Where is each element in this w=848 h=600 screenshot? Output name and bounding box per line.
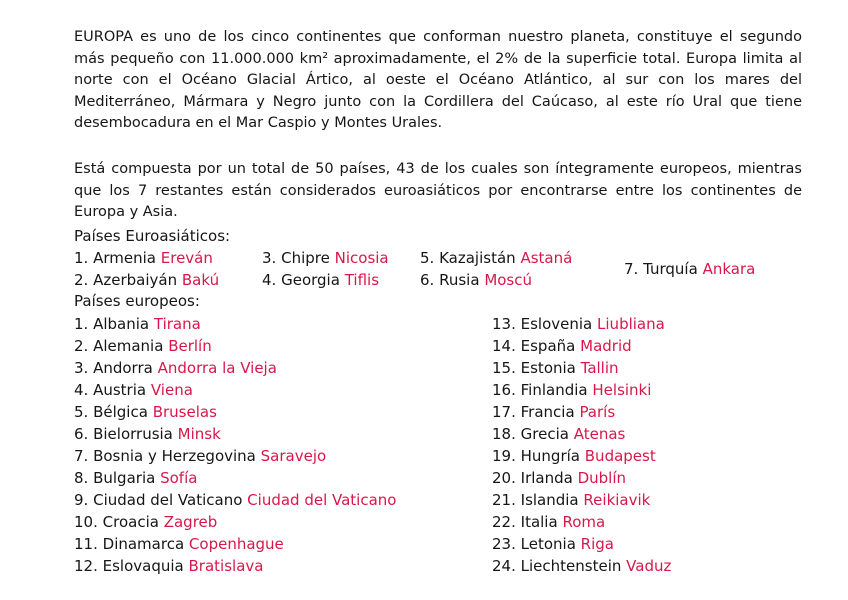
capital-name: Tiflis <box>344 271 380 289</box>
item-number: 21. <box>492 491 516 509</box>
european-item <box>492 381 651 399</box>
country-name: Hungría <box>520 447 580 465</box>
item-number: 1. <box>74 249 89 267</box>
capital-name: Astaná <box>520 249 573 267</box>
country-name: Bulgaria <box>93 469 156 487</box>
item-number: 24. <box>492 557 516 575</box>
european-item <box>74 403 217 421</box>
capital-name: Zagreb <box>163 513 218 531</box>
capital-name: Budapest <box>584 447 656 465</box>
european-item <box>74 315 201 333</box>
item-number: 9. <box>74 491 89 509</box>
capital-name: Liubliana <box>597 315 665 333</box>
capital-name: Bratislava <box>188 557 264 575</box>
item-number: 4. <box>262 271 277 289</box>
european-item <box>74 447 326 465</box>
country-name: Azerbaiyán <box>93 271 178 289</box>
item-number: 3. <box>74 359 89 377</box>
item-number: 11. <box>74 535 98 553</box>
eurasian-item <box>262 249 389 267</box>
eurasian-item <box>74 271 219 289</box>
country-name: Bélgica <box>93 403 148 421</box>
country-name: Dinamarca <box>102 535 185 553</box>
item-number: 18. <box>492 425 516 443</box>
country-name: Georgia <box>281 271 340 289</box>
european-item <box>492 447 656 465</box>
item-number: 10. <box>74 513 98 531</box>
capital-name: Copenhague <box>188 535 284 553</box>
capital-name: Moscú <box>484 271 533 289</box>
capital-name: Nicosia <box>334 249 389 267</box>
country-name: Irlanda <box>520 469 573 487</box>
item-number: 4. <box>74 381 89 399</box>
item-number: 19. <box>492 447 516 465</box>
capital-name: Madrid <box>580 337 632 355</box>
country-name: Turquía <box>643 260 698 278</box>
european-heading: Países europeos: <box>74 292 200 310</box>
item-number: 3. <box>262 249 277 267</box>
item-number: 23. <box>492 535 516 553</box>
european-item <box>74 557 263 575</box>
eurasian-item <box>420 271 532 289</box>
european-item <box>74 337 212 355</box>
item-number: 13. <box>492 315 516 333</box>
country-name: Austria <box>93 381 147 399</box>
capital-name: Viena <box>150 381 193 399</box>
country-name: España <box>520 337 576 355</box>
item-number: 5. <box>420 249 435 267</box>
item-number: 22. <box>492 513 516 531</box>
european-item <box>492 337 632 355</box>
european-item <box>74 359 277 377</box>
european-item <box>74 425 221 443</box>
country-name: Islandia <box>520 491 579 509</box>
country-name: Chipre <box>281 249 330 267</box>
item-number: 7. <box>624 260 639 278</box>
country-name: Liechtenstein <box>520 557 622 575</box>
capital-name: Helsinki <box>592 381 652 399</box>
european-item <box>492 513 605 531</box>
capital-name: Bruselas <box>152 403 217 421</box>
country-name: Estonia <box>520 359 576 377</box>
country-name: Francia <box>520 403 575 421</box>
country-name: Finlandia <box>520 381 588 399</box>
country-name: Kazajistán <box>439 249 516 267</box>
item-number: 6. <box>74 425 89 443</box>
eurasian-item <box>420 249 572 267</box>
capital-name: Sofía <box>160 469 198 487</box>
capital-name: Saravejo <box>260 447 327 465</box>
european-item <box>492 535 614 553</box>
item-number: 6. <box>420 271 435 289</box>
european-item <box>492 425 625 443</box>
item-number: 7. <box>74 447 89 465</box>
european-item <box>74 469 197 487</box>
item-number: 14. <box>492 337 516 355</box>
capital-name: Ankara <box>702 260 756 278</box>
european-item <box>74 491 396 509</box>
capital-name: Riga <box>580 535 614 553</box>
capital-name: Vaduz <box>626 557 672 575</box>
eurasian-item <box>262 271 379 289</box>
european-item <box>492 491 650 509</box>
item-number: 1. <box>74 315 89 333</box>
item-number: 12. <box>74 557 98 575</box>
european-item <box>492 315 665 333</box>
european-item <box>492 469 626 487</box>
country-name: Italia <box>520 513 558 531</box>
item-number: 8. <box>74 469 89 487</box>
european-item <box>74 513 217 531</box>
composition-paragraph: Está compuesta por un total de 50 países, 43 de los cuales son íntegramente europeos, mientras que los 7 restantes están considerados euroasiáticos por encontrarse entre los continentes de Europa y Asia. <box>74 161 802 221</box>
european-item <box>492 359 619 377</box>
country-name: Alemania <box>93 337 164 355</box>
eurasian-item <box>74 249 213 267</box>
country-name: Armenia <box>93 249 156 267</box>
country-name: Albania <box>93 315 150 333</box>
country-name: Ciudad del Vaticano <box>93 491 243 509</box>
capital-name: Dublín <box>577 469 627 487</box>
capital-name: Reikiavik <box>583 491 651 509</box>
capital-name: Atenas <box>573 425 626 443</box>
country-name: Letonia <box>520 535 576 553</box>
country-name: Eslovaquia <box>102 557 184 575</box>
eurasian-item <box>624 260 755 278</box>
capital-name: Roma <box>562 513 606 531</box>
capital-name: Tallin <box>580 359 619 377</box>
intro-paragraph: EUROPA es uno de los cinco continentes que conforman nuestro planeta, constituye el segundo más pequeño con 11.000.000 km² aproximadamente, el 2% de la superficie total. Europa limita al norte con el Océano Glacial Ártico, al oeste el Océano Atlántico, al sur con los mares del Mediterráneo, Mármara y Negro junto con la Cordillera del Caúcaso, al este río Ural que tiene desembocadura en el Mar Caspio y Montes Urales. <box>74 29 802 132</box>
european-item <box>74 381 193 399</box>
european-item <box>74 535 284 553</box>
eurasian-heading: Países Euroasiáticos: <box>74 227 231 245</box>
country-name: Croacia <box>102 513 159 531</box>
capital-name: Ereván <box>160 249 213 267</box>
item-number: 20. <box>492 469 516 487</box>
capital-name: Andorra la Vieja <box>157 359 277 377</box>
capital-name: Tirana <box>153 315 201 333</box>
item-number: 15. <box>492 359 516 377</box>
item-number: 16. <box>492 381 516 399</box>
item-number: 2. <box>74 337 89 355</box>
european-item <box>492 403 615 421</box>
item-number: 2. <box>74 271 89 289</box>
item-number: 5. <box>74 403 89 421</box>
country-name: Grecia <box>520 425 569 443</box>
country-name: Bosnia y Herzegovina <box>93 447 256 465</box>
capital-name: Bakú <box>181 271 220 289</box>
item-number: 17. <box>492 403 516 421</box>
capital-name: Berlín <box>168 337 212 355</box>
country-name: Bielorrusia <box>93 425 173 443</box>
european-item <box>492 557 671 575</box>
capital-name: París <box>579 403 616 421</box>
country-name: Andorra <box>93 359 153 377</box>
country-name: Rusia <box>439 271 480 289</box>
capital-name: Minsk <box>177 425 221 443</box>
capital-name: Ciudad del Vaticano <box>247 491 397 509</box>
country-name: Eslovenia <box>520 315 593 333</box>
